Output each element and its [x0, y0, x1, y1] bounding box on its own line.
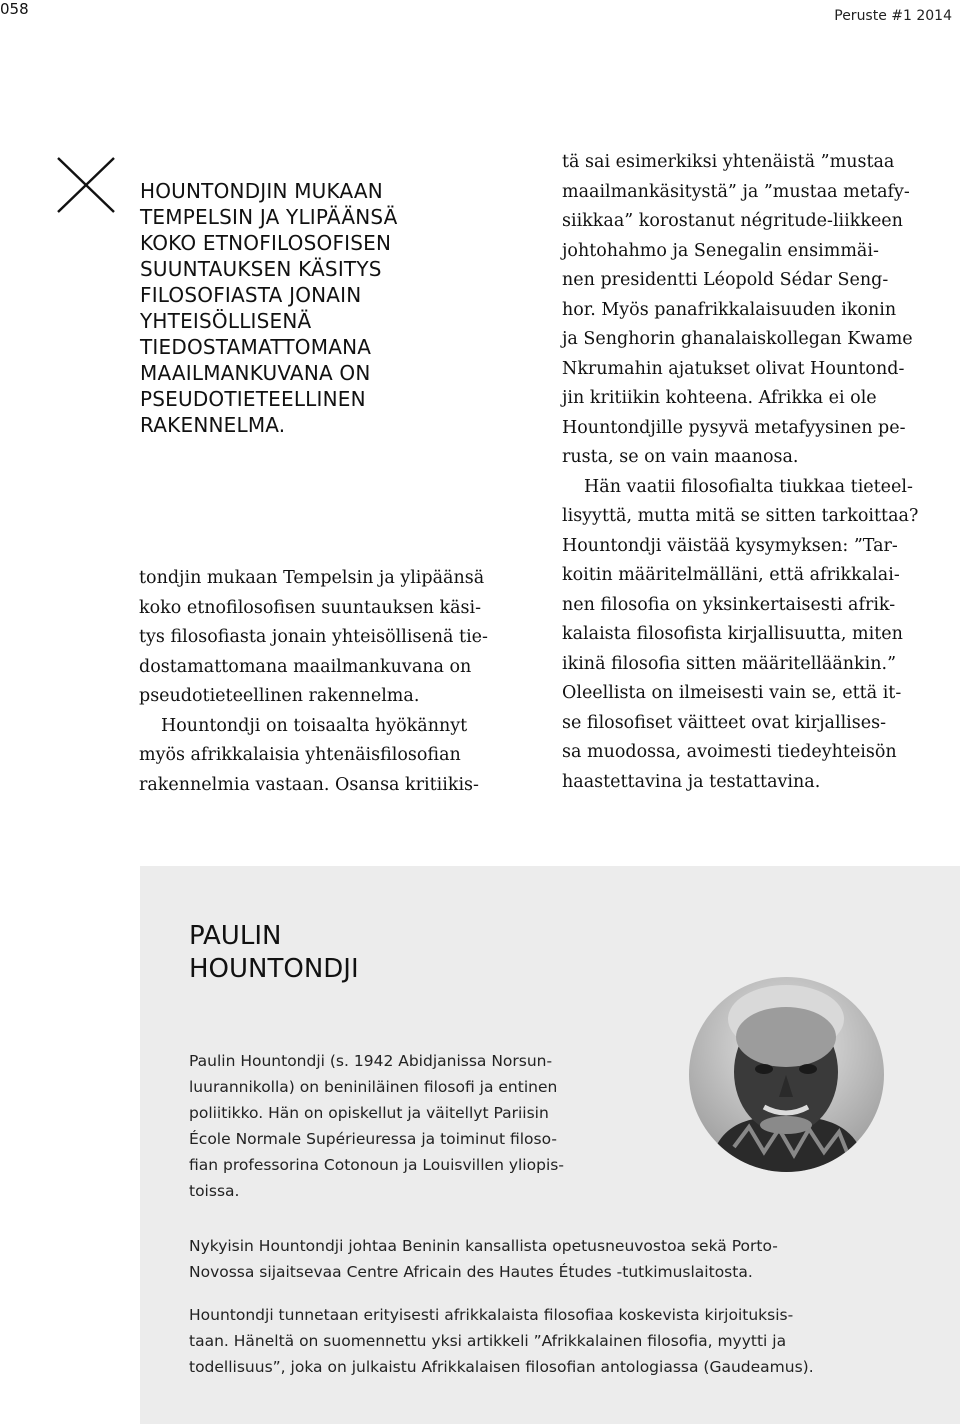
bio-paragraph-2	[189, 1233, 778, 1285]
body-line: dostamattomana maailmankuvana on	[139, 656, 472, 677]
pull-quote-line: PSEUDOTIETEELLINEN	[140, 387, 366, 411]
bio-box	[140, 866, 960, 1424]
pull-quote-line: TIEDOSTAMATTOMANA	[140, 335, 372, 359]
body-column-right	[562, 148, 958, 797]
bio-title-line: PAULIN	[189, 921, 282, 951]
body-line: ja Senghorin ghanalaiskollegan Kwame	[562, 329, 913, 349]
pull-quote-line: RAKENNELMA.	[140, 413, 286, 437]
bio-line: taan. Häneltä on suomennettu yksi artikkeli ”Afrikkalainen filosofia, myytti ja	[189, 1332, 787, 1350]
pull-quote-line: TEMPELSIN JA YLIPÄÄNSÄ	[140, 205, 398, 229]
body-line: ikinä filosofia sitten määritelläänkin.”	[562, 653, 897, 674]
body-line: Hän vaatii filosofialta tiukkaa tieteel-	[584, 476, 913, 497]
pull-quote-line: MAAILMANKUVANA ON	[140, 361, 371, 385]
pull-quote-line: YHTEISÖLLISENÄ	[140, 309, 312, 333]
page-number: 058	[0, 0, 29, 18]
body-line: Hountondji on toisaalta hyökännyt	[161, 715, 468, 736]
body-line: nen filosofia on yksinkertaisesti afrik-	[562, 594, 896, 615]
cross-icon	[56, 156, 116, 214]
bio-line: Novossa sijaitsevaa Centre Africain des Hautes Études -tutkimuslaitosta.	[189, 1263, 753, 1281]
pull-quote-line: FILOSOFIASTA JONAIN	[140, 283, 362, 307]
body-line: tä sai esimerkiksi yhtenäistä ”mustaa	[562, 152, 895, 172]
bio-line: luurannikolla) on beniniläinen filosofi ja entinen	[189, 1078, 558, 1096]
body-line: haastettavina ja testattavina.	[562, 771, 821, 792]
pull-quote	[140, 178, 430, 438]
body-line: rakennelmia vastaan. Osansa kritiikis-	[139, 774, 479, 795]
body-column-left	[139, 564, 539, 800]
body-line: tondjin mukaan Tempelsin ja ylipäänsä	[139, 568, 485, 588]
body-line: Nkrumahin ajatukset olivat Hountond-	[562, 358, 905, 379]
body-line: hor. Myös panafrikkalaisuuden ikonin	[562, 299, 897, 320]
body-line: pseudotieteellinen rakennelma.	[139, 686, 420, 706]
body-line: sa muodossa, avoimesti tiedeyhteisön	[562, 742, 897, 762]
pull-quote-line: HOUNTONDJIN MUKAAN	[140, 179, 383, 203]
body-line: lisyyttä, mutta mitä se sitten tarkoittaa?	[562, 506, 919, 526]
body-line: koitin määritelmälläni, että afrikkalai-	[562, 565, 900, 585]
publication-header: Peruste #1 2014	[834, 8, 952, 24]
body-line: maailmankäsitystä” ja ”mustaa metafy-	[562, 181, 910, 202]
body-line: Hountondjille pysyvä metafyysinen pe-	[562, 417, 906, 438]
body-line: rusta, se on vain maanosa.	[562, 447, 799, 467]
bio-line: todellisuus”, joka on julkaistu Afrikkalaisen filosofian antologiassa (Gaudeamus).	[189, 1358, 814, 1376]
bio-title-line: HOUNTONDJI	[189, 954, 359, 984]
body-line: se filosofiset väitteet ovat kirjallises-	[562, 712, 887, 733]
bio-line: fian professorina Cotonoun ja Louisvillen yliopis-	[189, 1156, 564, 1174]
body-line: jin kritiikin kohteena. Afrikka ei ole	[562, 388, 877, 408]
body-line: tys filosofiasta jonain yhteisöllisenä tie-	[139, 627, 488, 647]
body-line: kalaista filosofista kirjallisuutta, miten	[562, 624, 903, 644]
bio-line: toissa.	[189, 1182, 240, 1200]
bio-line: Hountondji tunnetaan erityisesti afrikkalaista filosofiaa koskevista kirjoituksis-	[189, 1306, 794, 1324]
body-line: myös afrikkalaisia yhtenäisfilosofian	[139, 745, 461, 765]
portrait-photo	[689, 977, 884, 1172]
body-line: Oleellista on ilmeisesti vain se, että it-	[562, 683, 902, 703]
pull-quote-line: SUUNTAUKSEN KÄSITYS	[140, 257, 382, 281]
pull-quote-line: KOKO ETNOFILOSOFISEN	[140, 231, 392, 255]
bio-paragraph-3	[189, 1302, 814, 1380]
bio-title	[189, 920, 359, 986]
bio-line: Paulin Hountondji (s. 1942 Abidjanissa Norsun-	[189, 1052, 553, 1070]
body-line: nen presidentti Léopold Sédar Seng-	[562, 270, 889, 290]
bio-line: Nykyisin Hountondji johtaa Beninin kansallista opetusneuvostoa sekä Porto-	[189, 1237, 778, 1255]
body-line: Hountondji väistää kysymyksen: ”Tar-	[562, 535, 898, 556]
bio-paragraph-1	[189, 1048, 564, 1204]
bio-line: École Normale Supérieuressa ja toiminut filoso-	[189, 1130, 557, 1148]
bio-line: poliitikko. Hän on opiskellut ja väitellyt Pariisin	[189, 1104, 549, 1122]
body-line: koko etnofilosofisen suuntauksen käsi-	[139, 597, 482, 618]
body-line: siikkaa” korostanut négritude-liikkeen	[562, 211, 903, 231]
body-line: johtohahmo ja Senegalin ensimmäi-	[562, 240, 879, 261]
